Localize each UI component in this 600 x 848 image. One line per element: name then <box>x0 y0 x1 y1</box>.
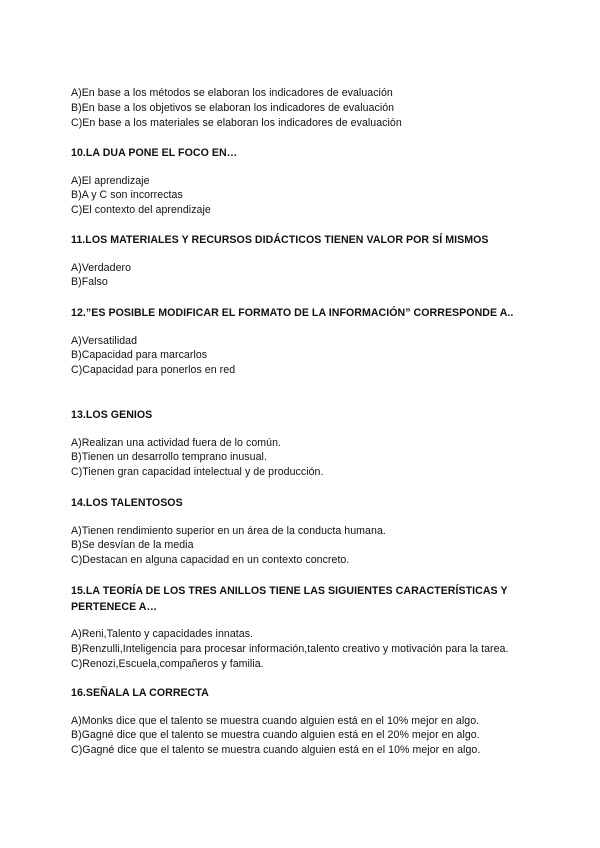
question-title: 16.SEÑALA LA CORRECTA <box>71 687 209 699</box>
option-b: B)Falso <box>71 276 108 289</box>
option-a: A)Verdadero <box>71 261 132 274</box>
question-15 <box>71 584 541 671</box>
option-c: C)Tienen gran capacidad intelectual y de producción. <box>71 466 324 479</box>
option-c: C)Gagné dice que el talento se muestra cuando alguien está en el 10% mejor en algo. <box>71 744 481 757</box>
option-a: A)Tienen rendimiento superior en un área de la conducta humana. <box>71 524 386 537</box>
intro-options <box>71 86 541 130</box>
option-b: B)Se desvían de la media <box>71 539 194 552</box>
question-16 <box>71 686 541 758</box>
option-c: C)El contexto del aprendizaje <box>71 204 211 217</box>
question-13 <box>71 408 541 480</box>
option-b: B)En base a los objetivos se elaboran los indicadores de evaluación <box>71 101 395 114</box>
question-11 <box>71 233 541 290</box>
option-a: A)Versatilidad <box>71 334 138 347</box>
question-title: 10.LA DUA PONE EL FOCO EN… <box>71 147 238 159</box>
option-a: A)Reni,Talento y capacidades innatas. <box>71 628 254 640</box>
option-c: C)Renozi,Escuela,compañeros y familia. <box>71 657 264 670</box>
question-title: 14.LOS TALENTOSOS <box>71 497 183 509</box>
option-a: A)El aprendizaje <box>71 174 150 187</box>
option-b: B)A y C son incorrectas <box>71 189 183 202</box>
question-14 <box>71 496 541 568</box>
question-title: 12.”ES POSIBLE MODIFICAR EL FORMATO DE LA INFORMACIÓN” CORRESPONDE A.. <box>71 307 514 319</box>
option-a: A)En base a los métodos se elaboran los indicadores de evaluación <box>71 87 393 99</box>
question-title: 13.LOS GENIOS <box>71 409 153 421</box>
question-title: 11.LOS MATERIALES Y RECURSOS DIDÁCTICOS TIENEN VALOR POR SÍ MISMOS <box>71 234 489 246</box>
option-b: B)Gagné dice que el talento se muestra cuando alguien está en el 20% mejor en algo. <box>71 729 480 742</box>
option-b: B)Tienen un desarrollo temprano inusual. <box>71 451 267 464</box>
question-title: 15.LA TEORÍA DE LOS TRES ANILLOS TIENE LAS SIGUIENTES CARACTERÍSTICAS Y PERTENECE A… <box>71 585 508 613</box>
question-10 <box>71 146 541 218</box>
option-b: B)Capacidad para marcarlos <box>71 349 208 362</box>
option-c: C)Capacidad para ponerlos en red <box>71 364 236 377</box>
option-a: A)Realizan una actividad fuera de lo común. <box>71 436 282 449</box>
option-c: C)Destacan en alguna capacidad en un contexto concreto. <box>71 554 350 567</box>
option-b: B)Renzulli,Inteligencia para procesar información,talento creativo y motivación para la tarea. <box>71 642 509 655</box>
question-12 <box>71 306 541 378</box>
option-c: C)En base a los materiales se elaboran los indicadores de evaluación <box>71 116 402 129</box>
option-a: A)Monks dice que el talento se muestra cuando alguien está en el 10% mejor en algo. <box>71 714 480 727</box>
